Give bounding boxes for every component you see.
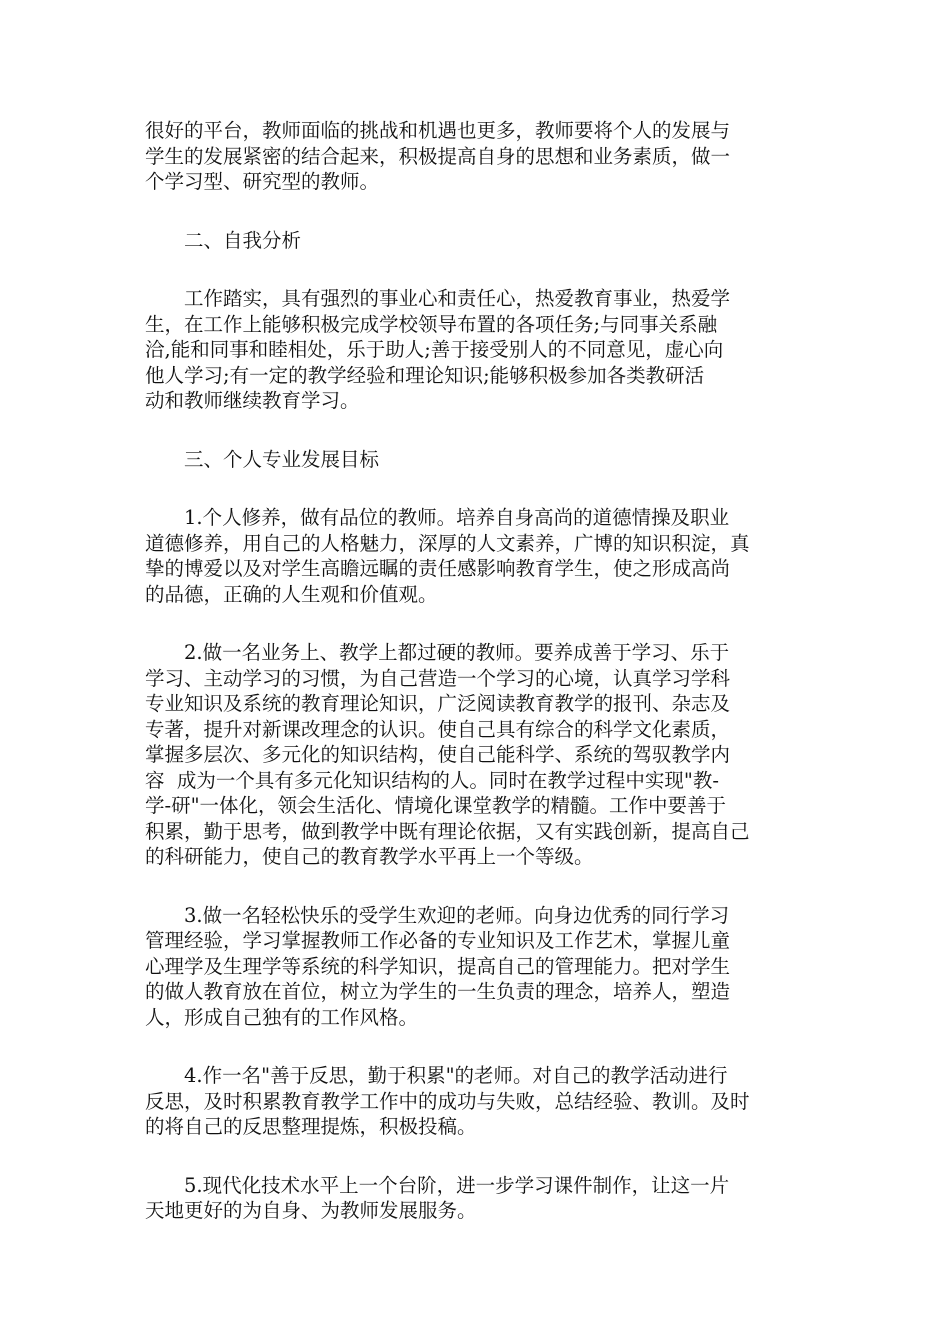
- goal-4-paragraph: [145, 1063, 809, 1140]
- text-line: 专业知识及系统的教育理论知识，广泛阅读教育教学的报刊、杂志及: [145, 692, 731, 715]
- text-line: 的将自己的反思整理提炼，积极投稿。: [145, 1115, 477, 1138]
- section-heading-self-analysis: 二、自我分析: [184, 228, 302, 252]
- self-analysis-paragraph: [145, 286, 809, 414]
- text-line: 3.做一名轻松快乐的受学生欢迎的老师。向身边优秀的同行学习: [184, 903, 730, 927]
- text-line: 生，在工作上能够积极完成学校领导布置的各项任务;与同事关系融: [145, 312, 718, 336]
- text-line: 学生的发展紧密的结合起来，积极提高自身的思想和业务素质，做一: [145, 144, 731, 168]
- text-line: 的做人教育放在首位，树立为学生的一生负责的理念，培养人，塑造: [145, 980, 731, 1003]
- text-line: 专著，提升对新课改理念的认识。使自己具有综合的科学文化素质，: [145, 717, 731, 741]
- text-line: 他人学习;有一定的教学经验和理论知识;能够积极参加各类教研活: [145, 363, 705, 387]
- text-line: 的品德，正确的人生观和价值观。: [145, 582, 438, 606]
- text-line: 5.现代化技术水平上一个台阶，进一步学习课件制作，让这一片: [184, 1173, 730, 1197]
- text-line: 学-研"一体化，领会生活化、情境化课堂教学的精髓。工作中要善于: [145, 794, 727, 817]
- intro-paragraph: [145, 118, 809, 195]
- text-line: 心理学及生理学等系统的科学知识，提高自己的管理能力。把对学生: [145, 954, 731, 978]
- text-line: 容 成为一个具有多元化知识结构的人。同时在教学过程中实现"教-: [145, 768, 719, 792]
- text-line: 1.个人修养，做有品位的教师。培养自身高尚的道德情操及职业: [184, 506, 730, 529]
- text-line: 工作踏实，具有强烈的事业心和责任心，热爱教育事业，热爱学: [184, 287, 731, 310]
- text-line: 的科研能力，使自己的教育教学水平再上一个等级。: [145, 845, 594, 868]
- goal-5-paragraph: [145, 1173, 809, 1224]
- goal-3-paragraph: [145, 903, 809, 1031]
- text-line: 4.作一名"善于反思，勤于积累"的老师。对自己的教学活动进行: [184, 1064, 728, 1087]
- text-line: 反思，及时积累教育教学工作中的成功与失败，总结经验、教训。及时: [145, 1089, 750, 1113]
- text-line: 学习、主动学习的习惯，为自己营造一个学习的心境，认真学习学科: [145, 666, 731, 690]
- text-line: 积累，勤于思考，做到教学中既有理论依据，又有实践创新，提高自己: [145, 819, 750, 843]
- text-line: 洽,能和同事和睦相处，乐于助人;善于接受别人的不同意见，虚心向: [145, 338, 724, 361]
- section-heading-goals: 三、个人专业发展目标: [184, 447, 380, 471]
- text-line: 道德修养，用自己的人格魅力，深厚的人文素养，广博的知识积淀，真: [145, 531, 750, 555]
- goal-1-paragraph: [145, 505, 809, 607]
- goal-2-paragraph: [145, 640, 809, 870]
- text-line: 2.做一名业务上、教学上都过硬的教师。要养成善于学习、乐于: [184, 641, 730, 664]
- text-line: 动和教师继续教育学习。: [145, 389, 360, 412]
- text-line: 个学习型、研究型的教师。: [145, 170, 380, 193]
- document-page: [145, 118, 809, 1257]
- text-line: 管理经验，学习掌握教师工作必备的专业知识及工作艺术，掌握儿童: [145, 929, 731, 952]
- text-line: 天地更好的为自身、为教师发展服务。: [145, 1199, 477, 1222]
- text-line: 人，形成自己独有的工作风格。: [145, 1005, 419, 1029]
- text-line: 挚的博爱以及对学生高瞻远瞩的责任感影响教育学生，使之形成高尚: [145, 557, 731, 580]
- text-line: 很好的平台，教师面临的挑战和机遇也更多，教师要将个人的发展与: [145, 119, 731, 142]
- text-line: 掌握多层次、多元化的知识结构，使自己能科学、系统的驾驭教学内: [145, 743, 731, 766]
